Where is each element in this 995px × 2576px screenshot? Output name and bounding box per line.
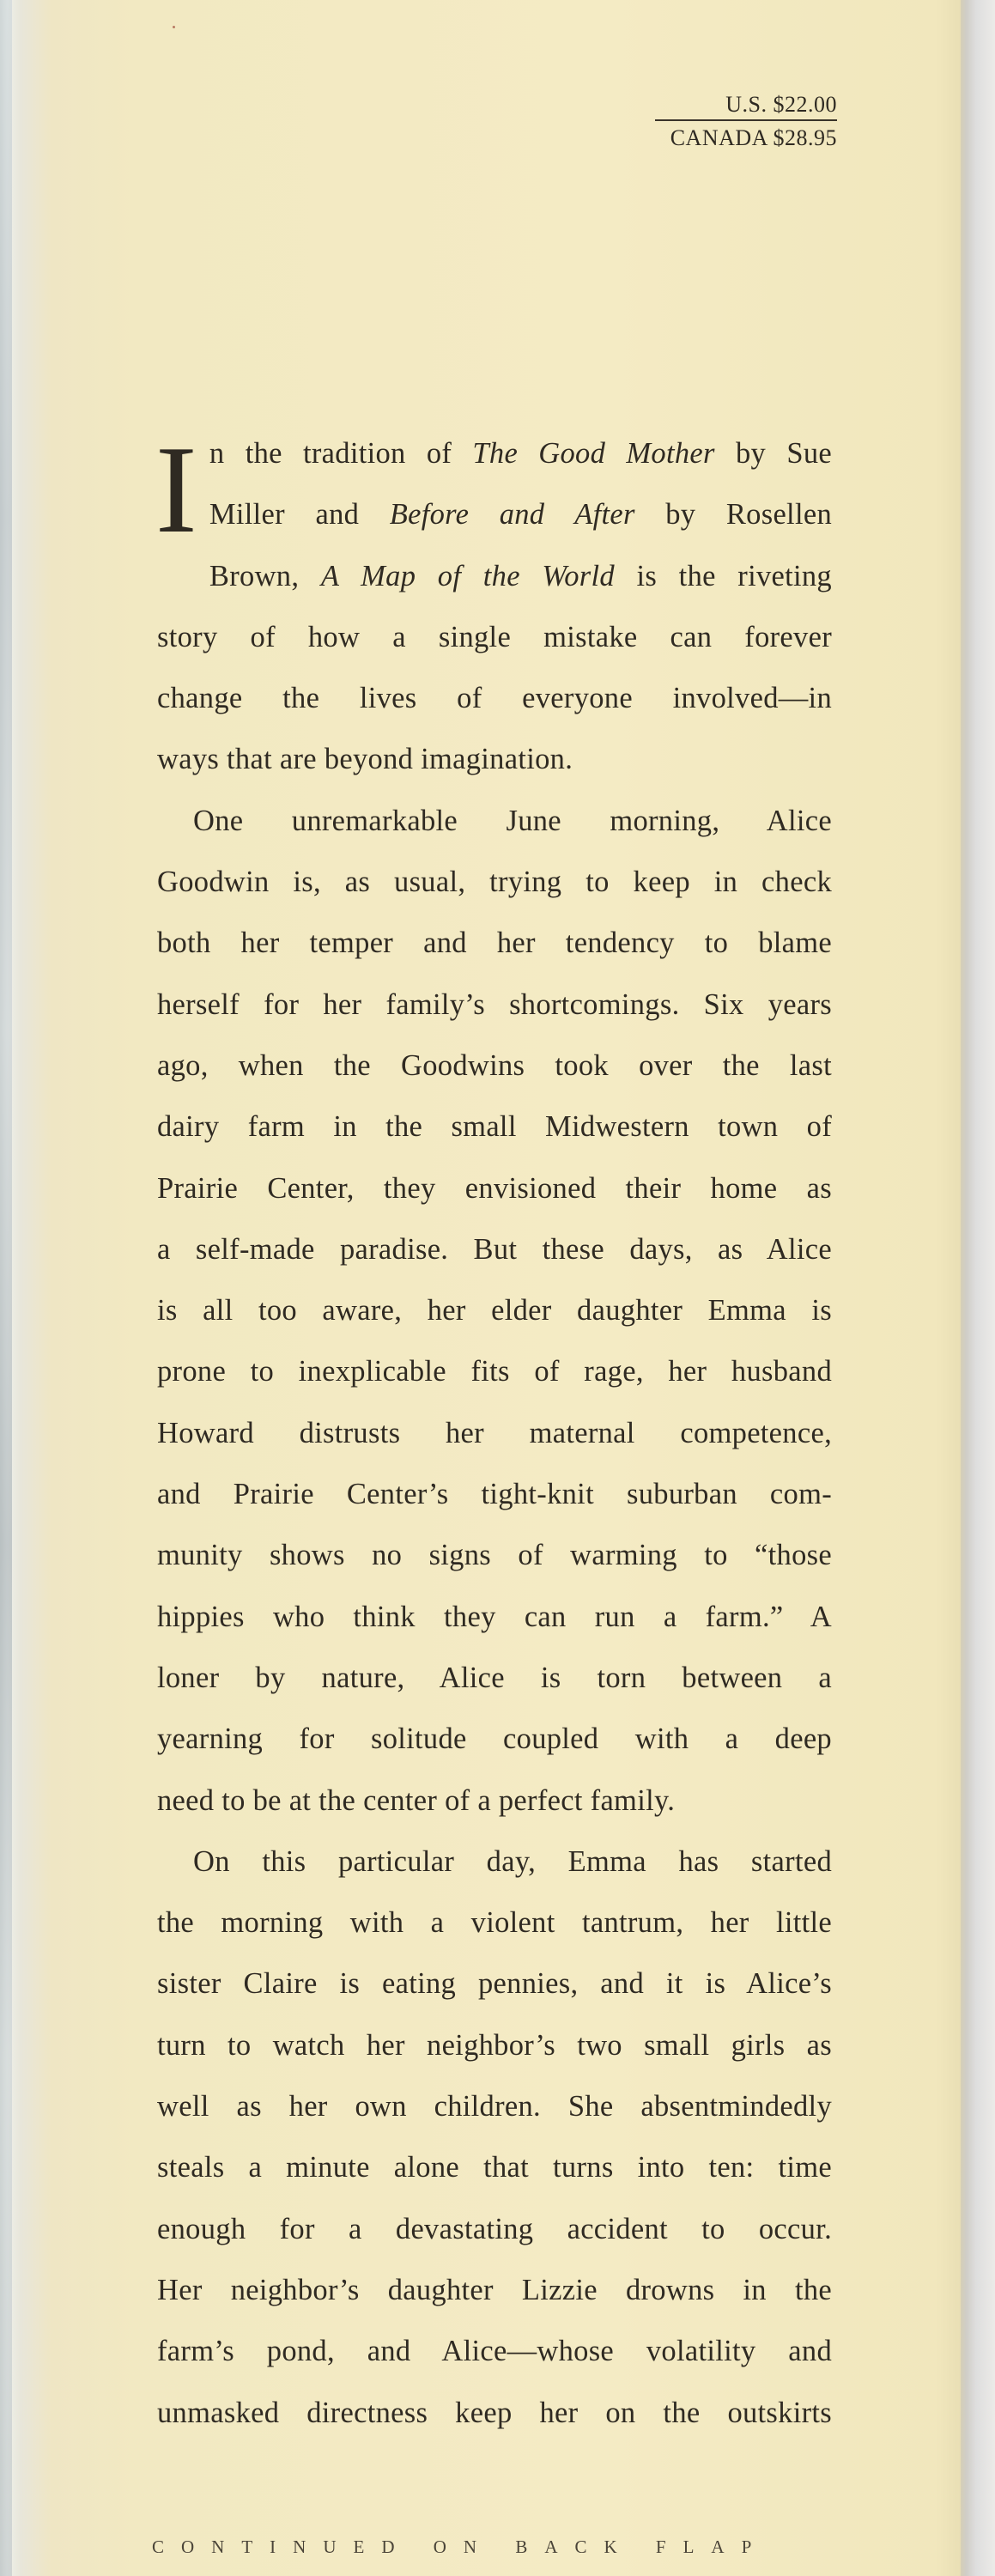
text-line: ways that are beyond imagination.	[157, 743, 573, 776]
text-line: On this particular day, Emma has started	[193, 1844, 832, 1878]
text-line: Prairie Center, they envisioned their home as	[157, 1171, 832, 1205]
text-line: Brown, A Map of the World is the riveting	[209, 559, 832, 592]
right-edge-fold	[961, 0, 995, 2576]
text-line: One unremarkable June morning, Alice	[193, 804, 832, 837]
text-line: sister Claire is eating pennies, and it is Alice’s	[157, 1967, 832, 2001]
text-line: yearning for solitude coupled with a deep	[157, 1722, 832, 1756]
text-line: steals a minute alone that turns into ten: time	[157, 2151, 832, 2184]
text-line: loner by nature, Alice is torn between a	[157, 1661, 832, 1694]
text-line: dairy farm in the small Midwestern town of	[157, 1110, 832, 1144]
price-canada: CANADA $28.95	[670, 125, 837, 151]
text-line: is all too aware, her elder daughter Emma is	[157, 1294, 832, 1327]
paragraph-2	[157, 791, 832, 1832]
drop-cap: I	[155, 420, 197, 559]
text-line: the morning with a violent tantrum, her little	[157, 1906, 832, 1940]
text-line: Miller and Before and After by Rosellen	[209, 498, 832, 532]
text-line: a self-made paradise. But these days, as Alice	[157, 1232, 832, 1266]
text-line: need to be at the center of a perfect family.	[157, 1783, 676, 1817]
text-line: munity shows no signs of warming to “those	[157, 1539, 832, 1572]
text-line: and Prairie Center’s tight-knit suburban com-	[157, 1478, 832, 1511]
text-line: ago, when the Goodwins took over the last	[157, 1048, 832, 1082]
text-line: Goodwin is, as usual, trying to keep in check	[157, 866, 832, 899]
continued-notice: CONTINUED ON BACK FLAP	[152, 2537, 769, 2557]
left-edge-shadow	[0, 0, 12, 2576]
text-line: both her temper and her tendency to blame	[157, 927, 832, 960]
price-block	[655, 91, 837, 151]
text-line: prone to inexplicable fits of rage, her husband	[157, 1355, 832, 1388]
text-line: Howard distrusts her maternal competence,	[157, 1416, 832, 1449]
text-line: well as her own children. She absentmindedly	[157, 2090, 832, 2123]
text-line: hippies who think they can run a farm.” A	[157, 1600, 832, 1633]
paragraph-1	[155, 420, 832, 791]
text-line: enough for a devastating accident to occur.	[157, 2212, 832, 2245]
flap-copy	[155, 420, 832, 2444]
paragraph-3	[157, 1832, 832, 2444]
text-line: story of how a single mistake can forever	[157, 620, 832, 653]
text-line: herself for her family’s shortcomings. Six years	[157, 987, 832, 1021]
paper-speck	[173, 26, 175, 28]
text-line: turn to watch her neighbor’s two small girls as	[157, 2028, 832, 2062]
text-line: change the lives of everyone involved—in	[157, 682, 832, 715]
text-line: Her neighbor’s daughter Lizzie drowns in the	[157, 2273, 832, 2306]
text-line: farm’s pond, and Alice—whose volatility and	[157, 2335, 832, 2368]
text-line: n the tradition of The Good Mother by Sue	[209, 437, 832, 470]
text-line: unmasked directness keep her on the outskirts	[157, 2396, 832, 2429]
price-us: U.S. $22.00	[655, 91, 837, 121]
